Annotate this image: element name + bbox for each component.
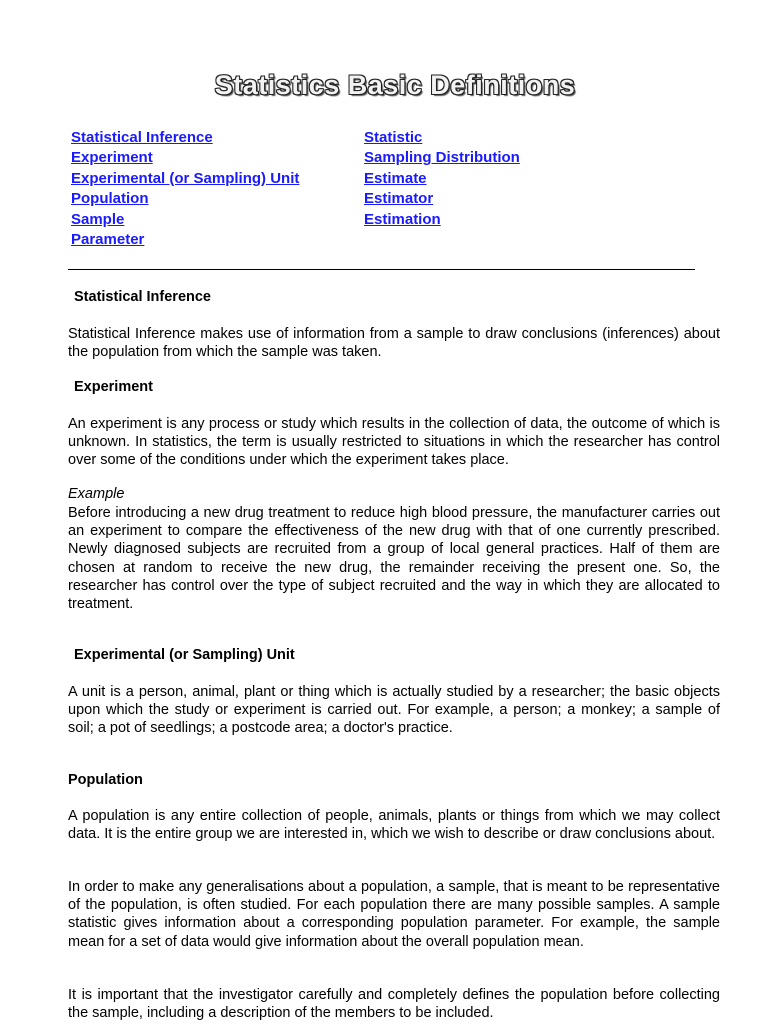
toc-link-experiment[interactable]: Experiment <box>71 149 153 167</box>
heading-statistical-inference: Statistical Inference <box>74 289 211 305</box>
paragraph-population-3: It is important that the investigator carefully and completely defines the population before collecting the sample, including a description of the members to be included. <box>68 987 720 1022</box>
toc-link-sample[interactable]: Sample <box>71 210 125 228</box>
toc-link-estimator[interactable]: Estimator <box>364 190 434 208</box>
heading-experimental-unit: Experimental (or Sampling) Unit <box>74 647 295 663</box>
toc-right-column <box>364 128 520 230</box>
heading-experiment: Experiment <box>74 379 153 395</box>
toc-link-experimental-unit[interactable]: Experimental (or Sampling) Unit <box>71 169 300 187</box>
paragraph-experiment-example: Before introducing a new drug treatment to reduce high blood pressure, the manufacturer carries out an experiment to compare the effectiveness of the new drug with that of one currently prescribed. Newly diagnosed subjects are recruited from a group of local general practices. Half of them are chosen at random to receive the new drug, the remainder receiving the present one. So, the researcher has control over the type of subject recruited and the way in which they are allocated to treatment. <box>68 505 720 613</box>
paragraph-population-1: A population is any entire collection of people, animals, plants or things from which we may collect data. It is the entire group we are interested in, which we wish to describe or draw conclusions about. <box>68 808 720 843</box>
toc-link-statistical-inference[interactable]: Statistical Inference <box>71 129 213 146</box>
example-label: Example <box>68 486 125 502</box>
divider <box>68 269 695 270</box>
toc-link-estimate[interactable]: Estimate <box>364 169 427 187</box>
paragraph-experiment: An experiment is any process or study which results in the collection of data, the outcome of which is unknown. In statistics, the term is usually restricted to situations in which the researcher has control over some of the conditions under which the experiment takes place. <box>68 416 720 469</box>
paragraph-population-2: In order to make any generalisations about a population, a sample, that is meant to be representative of the population, is often studied. For each population there are many possible samples. A sample statistic gives information about a corresponding population parameter. For example, the sample mean for a set of data would give information about the overall population mean. <box>68 879 720 950</box>
paragraph-statistical-inference: Statistical Inference makes use of information from a sample to draw conclusions (inferences) about the population from which the sample was taken. <box>68 326 720 361</box>
toc-left-column <box>71 128 299 250</box>
paragraph-experimental-unit: A unit is a person, animal, plant or thing which is actually studied by a researcher; the basic objects upon which the study or experiment is carried out. For example, a person; a monkey; a sample of soil; a pot of seedlings; a postcode area; a doctor's practice. <box>68 684 720 737</box>
toc-link-population[interactable]: Population <box>71 190 149 208</box>
page-title: Statistics Basic Definitions <box>214 70 576 100</box>
heading-population: Population <box>68 772 143 788</box>
toc-link-sampling-distribution[interactable]: Sampling Distribution <box>364 149 520 167</box>
toc-link-parameter[interactable]: Parameter <box>71 230 145 248</box>
toc-link-estimation[interactable]: Estimation <box>364 210 441 228</box>
toc-link-statistic[interactable]: Statistic <box>364 129 423 146</box>
